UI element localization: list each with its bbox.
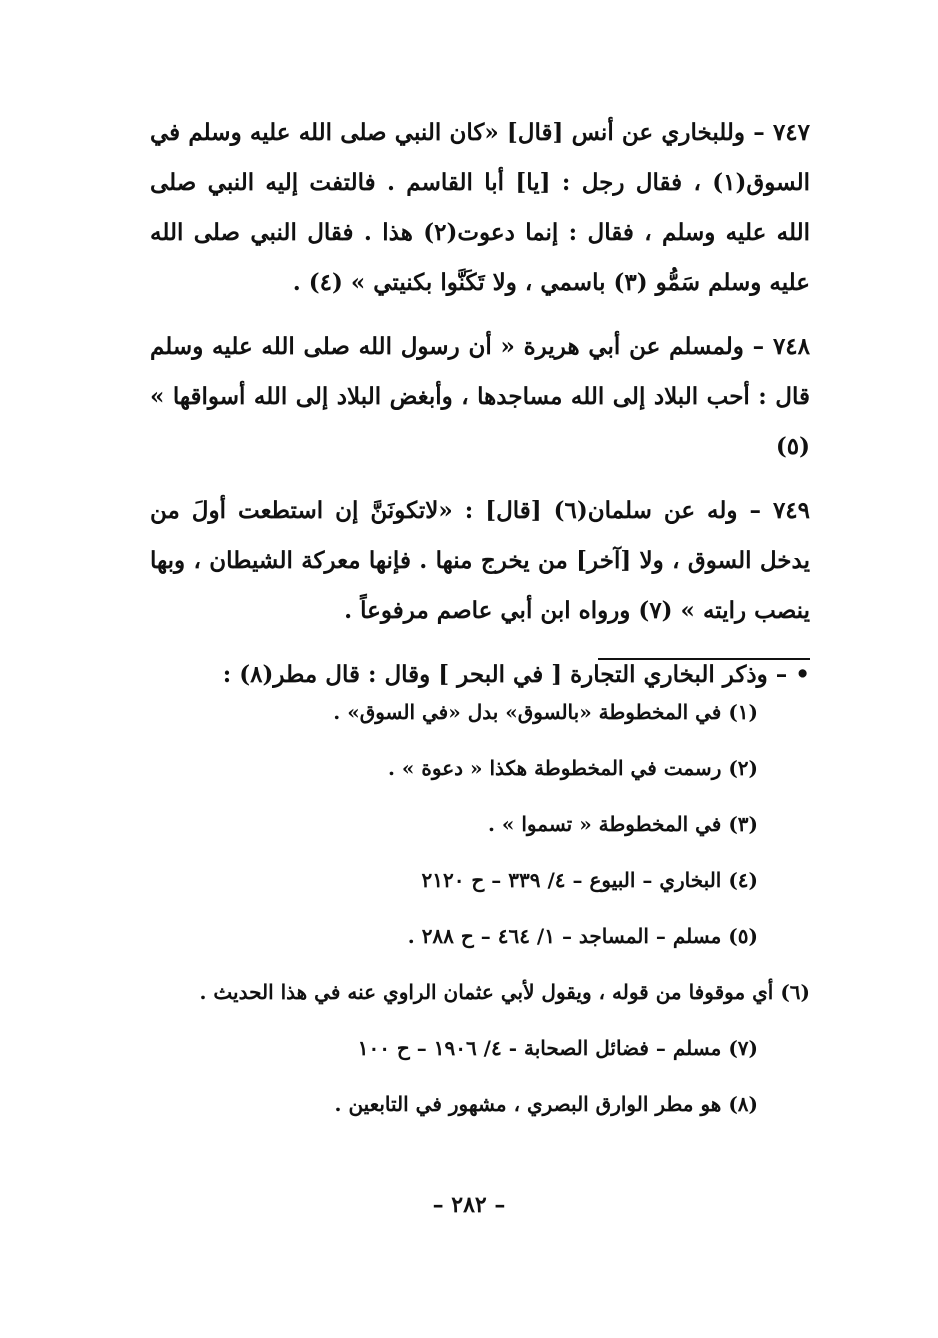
footnotes — [150, 694, 810, 1142]
footnote-2: (٢) رسمت في المخطوطة هكذا « دعوة » . — [388, 756, 758, 780]
footnote-8: (٨) هو مطر الوارق البصري ، مشهور في التابعين . — [334, 1092, 758, 1116]
main-text — [150, 108, 810, 700]
page-number: – ٢٨٢ – — [432, 1192, 506, 1218]
section-note-bukhari: • – وذكر البخاري التجارة [ في البحر ] وقال : قال مطر(٨) : — [222, 661, 810, 688]
hadith-747: ٧٤٧ – وللبخاري عن أنس [قال] «كان النبي صلى الله عليه وسلم في السوق(١) ، فقال رجل : [يا] أبا القاسم . فالتفت إليه النبي صلى الله عليه وسلم ، فقال : إنما دعوت(٢) هذا . فقال النبي صلى الله عليه وسلم سَمُّو (٣) باسمي ، ولا تَكَنَّوا بكنيتي » (٤) . — [150, 119, 810, 296]
footnote-3: (٣) في المخطوطة « تسموا » . — [487, 812, 758, 836]
hadith-749: ٧٤٩ – وله عن سلمان(٦) [قال] : «لاتكونَنَّ إن استطعت أولَ من يدخل السوق ، ولا [آخر] من يخرج منها . فإنها معركة الشيطان ، وبها ينصب رايته » (٧) ورواه ابن أبي عاصم مرفوعاً . — [150, 497, 810, 624]
footnote-5: (٥) مسلم – المساجد – ١/ ٤٦٤ – ح ٢٨٨ . — [407, 924, 758, 948]
hadith-748: ٧٤٨ – ولمسلم عن أبي هريرة « أن رسول الله صلى الله عليه وسلم قال : أحب البلاد إلى الله مساجدها ، وأبغض البلاد إلى الله أسواقها » (٥) — [150, 333, 810, 460]
footnote-6: (٦) أي موقوفا من قوله ، ويقول لأبي عثمان الراوي عنه في هذا الحديث . — [199, 980, 810, 1004]
footnote-4: (٤) البخاري – البيوع – ٤/ ٣٣٩ – ح ٢١٢٠ — [421, 868, 758, 892]
footnote-divider — [598, 658, 810, 660]
footnote-1: (١) في المخطوطة «بالسوق» بدل «في السوق» . — [333, 700, 758, 724]
footnote-7: (٧) مسلم – فضائل الصحابة - ٤/ ١٩٠٦ – ح ١٠٠ — [357, 1036, 758, 1060]
